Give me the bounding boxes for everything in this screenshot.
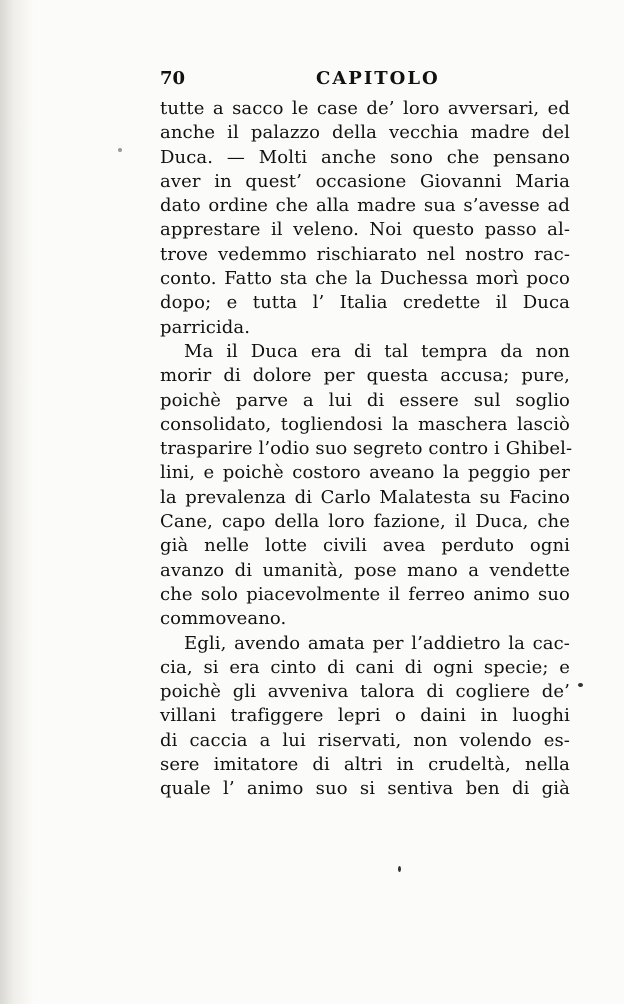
text-line: cia, si era cinto di cani di ogni specie; e: [160, 656, 570, 678]
text-line: quale l’ animo suo si sentiva ben di già: [160, 778, 570, 800]
running-head: CAPITOLO: [316, 68, 440, 89]
page-number: 70: [160, 68, 186, 89]
text-line: dopo; e tutta l’ Italia credette il Duca: [160, 292, 570, 314]
text-line: aver in quest’ occasione Giovanni Maria: [160, 170, 570, 192]
page-header: [160, 68, 570, 92]
text-line: la prevalenza di Carlo Malatesta su Facino: [160, 486, 570, 508]
text-line: consolidato, togliendosi la maschera lasciò: [160, 413, 570, 435]
text-line: trove vedemmo rischiarato nel nostro rac-: [160, 243, 570, 265]
text-line: poichè gli avveniva talora di cogliere de’: [160, 681, 570, 703]
text-line: tutte a sacco le case de’ loro avversari, ed: [160, 98, 570, 119]
paragraph-start-line: Ma il Duca era di tal tempra da non: [184, 340, 570, 362]
ink-speck: [118, 148, 122, 152]
paragraph-start-line: Egli, avendo amata per l’addietro la cac-: [184, 632, 570, 654]
text-line: morir di dolore per questa accusa; pure,: [160, 365, 570, 387]
text-line: Cane, capo della loro fazione, il Duca, che: [160, 511, 570, 533]
text-line: conto. Fatto sta che la Duchessa morì poco: [160, 268, 570, 290]
page-gutter-shadow: [0, 0, 34, 1004]
text-line: che solo piacevolmente il ferreo animo suo: [160, 583, 570, 605]
body-text: [160, 97, 573, 802]
text-line: dato ordine che alla madre sua s’avesse ad: [160, 195, 570, 217]
text-line: parricida.: [160, 316, 251, 338]
text-line: sere imitatore di altri in crudeltà, nella: [160, 754, 570, 776]
text-line: avanzo di umanità, pose mano a vendette: [160, 559, 570, 581]
text-line: trasparire l’odio suo segreto contro i Ghibel-: [160, 438, 573, 460]
text-line: già nelle lotte civili avea perduto ogni: [160, 535, 570, 557]
ink-speck: [398, 866, 401, 872]
text-line: Duca. — Molti anche sono che pensano: [160, 146, 570, 168]
ink-speck: [578, 683, 583, 687]
text-line: di caccia a lui riservati, non volendo es-: [160, 729, 570, 751]
text-line: commoveano.: [160, 608, 287, 630]
text-line: apprestare il veleno. Noi questo passo al-: [160, 219, 570, 241]
text-line: lini, e poichè costoro aveano la peggio per: [160, 462, 570, 484]
text-line: anche il palazzo della vecchia madre del: [160, 122, 570, 144]
text-line: villani trafiggere lepri o daini in luoghi: [160, 705, 570, 727]
text-line: poichè parve a lui di essere sul soglio: [160, 389, 570, 411]
